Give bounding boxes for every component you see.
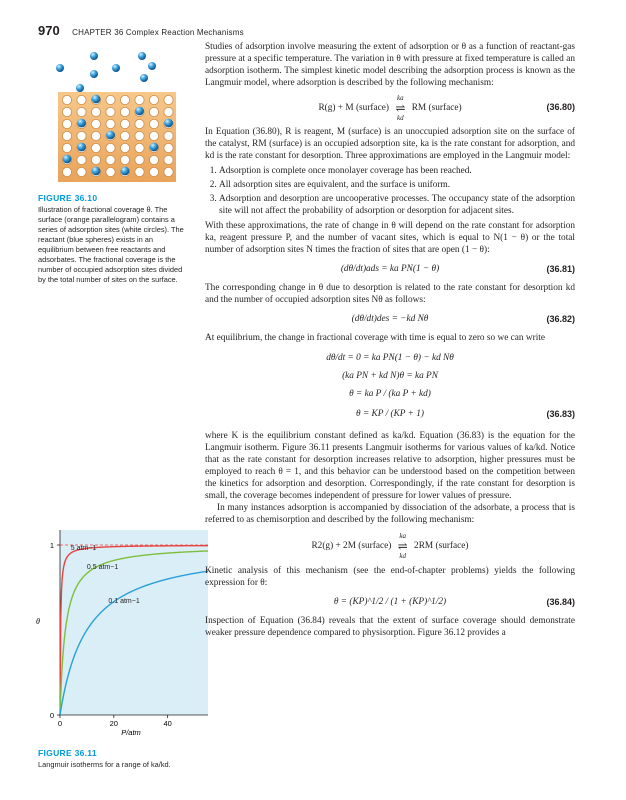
paragraph-inspection: Inspection of Equation (36.84) reveals that the extent of surface coverage should demonstrate weaker pressure dependence compared to physisorption. Figure 36.12 provides a [205,616,575,638]
equilibrium-arrows: ka ⇌ kd [395,94,406,122]
adsorption-site [149,107,158,116]
eq-diss-left: R2(g) + 2M (surface) [311,541,392,552]
free-reactants [56,52,156,92]
chapter-title: CHAPTER 36 Complex Reaction Mechanisms [72,28,244,37]
adsorbed-reactant [106,131,115,140]
equation-36-80 [205,93,575,123]
series-label: 5 atm−1 [70,545,97,553]
adsorption-site [77,167,86,176]
adsorption-site [106,167,115,176]
adsorption-site [91,131,100,140]
eq81-number: (36.81) [546,264,575,274]
series-label: 0.5 atm−1 [86,563,119,571]
adsorption-site [106,107,115,116]
list-item: 2. All adsorption sites are equivalent, and the surface is uniform. [219,179,575,191]
paragraph-langmuir: In Equation (36.80), R is reagent, M (surface) is an unoccupied adsorption site on the surface of the catalyst, RM (surface) is an occupied adsorption site, ka is the rate constant for adsorption, and kd is the rate constant for desorption. Three approximations are employed in the Langmuir model: [205,127,575,161]
y-tick-label: 0 [49,711,54,720]
adsorption-site [62,131,71,140]
equilibrium-arrows: ka ⇌ kd [397,532,408,560]
adsorbed-reactant [63,155,72,164]
adsorption-site [106,95,115,104]
adsorbed-reactant [77,119,86,128]
adsorption-site [135,95,144,104]
adsorption-site [91,155,100,164]
adsorption-site [120,119,129,128]
adsorbed-reactant [92,167,101,176]
adsorption-site [77,107,86,116]
adsorption-site [91,119,100,128]
adsorption-site [164,107,173,116]
adsorption-site [120,155,129,164]
paragraph-kinetic-analysis: Kinetic analysis of this mechanism (see the end-of-chapter problems) yields the following expression for θ: [205,566,575,588]
paragraph-chemisorption: In many instances adsorption is accompanied by dissociation of the adsorbate, a process that is referred to as chemisorption and described by the following mechanism: [205,503,575,525]
adsorption-site [91,143,100,152]
eq80-number: (36.80) [546,102,575,112]
adsorbed-reactant [150,143,159,152]
paragraph-intro: Studies of adsorption involve measuring the extent of adsorption or θ as a function of reactant-gas pressure at a specific temperature. The variation in θ with pressure at fixed temperature is called an adsorption isotherm. The simplest kinetic model describing the adsorption process is known as the Langmuir model, where adsorption is described by the following mechanism: [205,42,575,88]
eq80-right: RM (surface) [411,103,462,114]
list-item: 1. Adsorption is complete once monolayer coverage has been reached. [219,165,575,177]
adsorbed-reactant [121,167,130,176]
adsorption-site [77,155,86,164]
figure-36-11-caption-text: Langmuir isotherms for a range of ka/kd. [38,760,171,769]
adsorption-site [149,131,158,140]
eq84-number: (36.84) [546,597,575,607]
adsorption-site [164,131,173,140]
adsorption-site [106,143,115,152]
adsorption-site [164,167,173,176]
adsorption-site [135,119,144,128]
adsorbed-reactant [135,107,144,116]
figure-36-10-label: FIGURE 36.10 [38,193,98,203]
adsorption-site [164,155,173,164]
adsorption-site [149,155,158,164]
x-tick-label: 20 [109,719,118,728]
adsorption-site [77,95,86,104]
equation-36-82 [205,313,575,325]
adsorption-site [120,143,129,152]
adsorption-site [120,107,129,116]
eq-diss-right: 2RM (surface) [414,541,469,552]
list-item: 3. Adsorption and desorption are uncooperative processes. The occupancy state of the adsorption site will not affect the probability of adsorption or desorption for adjacent sites. [219,193,575,217]
paragraph-equilibrium: At equilibrium, the change in fractional coverage with time is equal to zero so we can write [205,333,545,343]
derivation-step-2: (ka PN + kd N)θ = ka PN [342,371,438,381]
adsorption-site [164,95,173,104]
adsorption-site [120,131,129,140]
eq80-left: R(g) + M (surface) [318,103,389,114]
ka-label: ka [399,532,406,540]
x-tick-label: 40 [163,719,172,728]
adsorption-site [77,131,86,140]
adsorption-site [135,167,144,176]
adsorption-site [164,143,173,152]
figure-36-11-chart [28,520,208,745]
page-number: 970 [38,23,60,38]
eq83-number: (36.83) [546,409,575,419]
kd-label: kd [399,552,406,560]
equation-36-81 [205,263,575,275]
adsorption-site [106,155,115,164]
y-tick-label: 1 [49,541,54,550]
figure-36-11-caption [38,748,188,770]
adsorbed-reactant [77,143,86,152]
derivation-step-1: dθ/dt = 0 = ka PN(1 − θ) − kd Nθ [326,353,454,363]
adsorption-site [149,119,158,128]
eq83-expression: θ = KP / (KP + 1) [356,409,424,419]
adsorption-site [62,107,71,116]
paragraph-isotherm: where K is the equilibrium constant defined as ka/kd. Equation (36.83) is the equation for the Langmuir isotherm. Figure 36.11 presents Langmuir isotherms for various values of ka/kd. Notice that as the rate constant for desorption increases relative to adsorption, higher pressures must be employed to reach θ = 1, and this behavior can be understood based on the competition between the kinetics for adsorption and desorption. Correspondingly, if the rate constant for desorption is small, the coverage becomes independent of pressure for lower values of pressure. [205,431,575,501]
approximations-list [205,165,575,217]
adsorption-site [135,155,144,164]
figure-36-10-caption-text: Illustration of fractional coverage θ. The surface (orange parallelogram) contains a series of adsorption sites (white circles). The reactant (blue spheres) exists in an equilibrium between free reactants and adsorbates. The fractional coverage is the number of occupied adsorption sites divided by the total number of sites on the surface. [38,205,184,284]
kd-label: kd [397,114,404,122]
adsorption-site [120,95,129,104]
adsorption-site [91,107,100,116]
adsorption-site [62,95,71,104]
x-axis-label: P/atm [121,728,141,737]
y-axis-label: θ [36,617,40,626]
eq82-expression: (dθ/dt)des = −kd Nθ [351,314,429,324]
figure-36-10-illustration [52,48,182,183]
paragraph-desorption: The corresponding change in θ due to desorption is related to the rate constant for desorption kd and the number of occupied adsorption sites Nθ as follows: [205,283,575,305]
equation-36-83 [205,408,575,420]
adsorption-site [62,167,71,176]
adsorption-site [149,167,158,176]
adsorption-site [135,143,144,152]
adsorbed-reactant [92,95,101,104]
adsorption-site [62,119,71,128]
eq81-expression: (dθ/dt)ads = ka PN(1 − θ) [340,264,440,274]
figure-36-10-caption [38,193,188,285]
series-label: 0.1 atm−1 [108,597,140,605]
paragraph-rate: With these approximations, the rate of change in θ will depend on the rate constant for adsorption ka, reagent pressure P, and the number of vacant sites, which is equal to N(1 − θ) or the total number of adsorption sites N times the fraction of sites that are open (1 − θ): [205,221,575,255]
equation-dissociative [205,531,575,561]
adsorption-site [106,119,115,128]
derivation-step-3: θ = ka P / (ka P + kd) [349,389,431,399]
x-tick-label: 0 [57,719,63,728]
eq84-expression: θ = (KP)^1/2 / (1 + (KP)^1/2) [333,597,447,607]
equation-36-84 [205,596,575,608]
page-header [38,22,244,40]
adsorption-site [135,131,144,140]
eq82-number: (36.82) [546,314,575,324]
adsorption-site [62,143,71,152]
adsorption-site [149,95,158,104]
main-text-column [205,41,575,639]
ka-label: ka [397,94,404,102]
adsorbed-reactant [164,119,173,128]
figure-36-11-label: FIGURE 36.11 [38,748,97,758]
